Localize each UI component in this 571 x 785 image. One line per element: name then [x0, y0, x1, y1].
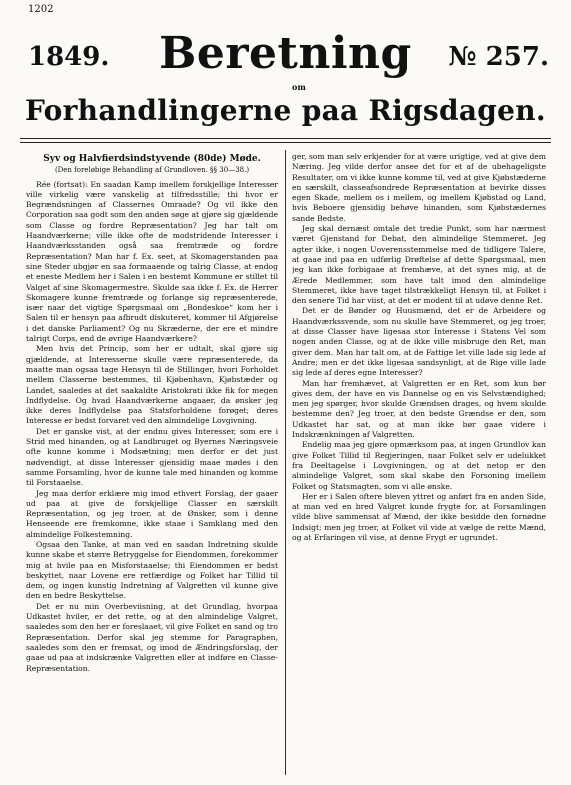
right-paragraph: Det er de Bønder og Huusmænd, det er de Arbeidere og Haandværkssvende, som nu skulle have Stemmeret, og jeg troer, at disse Classer have ligesaa stor Interesse i Statens Vel som nogen anden Classe, og at de ikke ville misbruge den Ret, man giver dem. Man har talt om, at de Fattige let ville lade sig lede af Andre; men er det ikke ligesaa sandsynligt, at de Rige ville lade sig lede af deres egne Interesser?	[292, 306, 546, 378]
left-column	[26, 152, 278, 772]
masthead-title: Beretning	[159, 28, 412, 79]
right-paragraph: Man har fremhævet, at Valgretten er en Ret, som kun bør gives dem, der have en vis Dannelse og en vis Selvstændighed; men jeg spørger, hvor skulde Grændsen drages, og hvem skulde bestemme den? Jeg troer, at den bedste Grændse er den, som Udkastet har sat, og at man ikke bør gaae videre i Indskrænkningen af Valgretten.	[292, 378, 546, 440]
page-number: 1202	[28, 4, 54, 15]
masthead-subtitle: Forhandlingerne paa Rigsdagen.	[25, 94, 546, 127]
masthead-rule-top	[20, 138, 551, 139]
right-column	[292, 152, 546, 772]
right-paragraph: Endelig maa jeg gjøre opmærksom paa, at ingen Grundlov kan give Folket Tillid til Regjeringen, naar Folket selv er udelukket fra Deeltagelse i Lovgivningen, og at det netop er den almindelige Valgret, som skal skabe den Forsoning imellem Folket og Statsmagten, som vi alle ønske.	[292, 440, 546, 491]
right-paragraph: ger, som man selv erkjender for at være urigtige, ved at give dem Næring. Jeg vilde derfor ansee det for et af de ubehageligste Resultater, om vi ikke kunne komme til, ved at give Kjøbstæderne en særskilt, classeafsondrede Repræsentation at bevirke disses egen Skade, mellem os i mellem, og imellem Kjøbstad og Land, hvis Beboere gjensidig behøve hinanden, som Kjøbstædernes sande Bedste.	[292, 152, 546, 223]
masthead-issue-number: № 257.	[448, 42, 549, 72]
left-paragraph: Men hvis det Princip, som her er udtalt, skal gjøre sig gjældende, at Interesserne skulle være repræsenterede, da maatte man ogsaa tage Hensyn til de Stillinger, hvori Forholdet mellem Classerne bestemmes, til Kjøbenhavn, Kjøbstæder og Landet, saaledes at det saakaldte Aristokrati ikke fik for megen Indflydelse. Og hvad Haandværkerne angaaer, da ønsker jeg ikke deres Indflydelse paa Statsforholdene forøget; deres Interesse er bedst forvaret ved den almindelige Lovgivning.	[26, 344, 278, 426]
left-paragraph: Ogsaa den Tanke, at man ved en saadan Indretning skulde kunne skabe et større Betryggelse for Eiendommen, forekommer mig at hvile paa en Misforstaaelse; thi Eiendommen er bedst beskyttet, naar Lovene ere retfærdige og Folket har Tillid til dem, og ingen kunstig Indretning af Valgretten vil kunne give den en bedre Beskyttelse.	[26, 539, 278, 601]
left-paragraph: Rée (fortsat): En saadan Kamp imellem forskjellige Interesser ville virkelig være vanskelig at tilfredsstille; thi hvor er Begrændsningen af Classernes Omraade? Og vil ikke den Corporation saa godt som den anden søge at gjøre sig gjældende som Classe og fordre Repræsentation? Jeg har talt om Haandværkerne; ville ikke ofte de modstridende Interesser i Haandværksstanden også saa fremtræde og fordre Repræsentation? Man har f. Ex. seet, at Skomagerstanden paa sine Steder ubgjør en saa formaaende og talrig Classe, at endog et eneste Medlem her i Salen i en bestemt Kommune er stillet til Valget af sine Skomagermestre. Skulde saa ikke f. Ex. de Herrer Skomagere kunne fremtræde og forlange sig repræsenterede, især naar det vigtige Spørgsmaal om „Bondeskoe“ kom her i Salen til er hensyn paa afbrudt diskuteret, kommer til Afgjørelse i det danske Parliament? Og nu Skræderne, der ere et mindre talrigt Corps, end de øvrige Haandværkere?	[26, 179, 278, 344]
right-paragraph: Her er i Salen oftere bleven yttret og anført fra en anden Side, at man ved en bred Valgret kunde frygte for, at Forsamlingen vilde blive sammensat af Mænd, der ikke besidde den fornødne Indsigt; men jeg troer, at Folket vil vide at vælge de rette Mænd, og at Erfaringen vil vise, at denne Frygt er ugrundet.	[292, 491, 546, 542]
right-paragraph: Jeg skal dernæst omtale det tredie Punkt, som har nærmest været Gjenstand for Debat, den almindelige Stemmeret. Jeg agter ikke, i nogen Uoverensstemmelse med de tidligere Talere, at gaae ind paa en udførlig Drøftelse af dette Spørgsmaal, men jeg kan ikke forbigaae at fremhæve, at det synes mig, at de Ærede Medlemmer, som have talt imod den almindelige Stemmeret, ikke have taget tilstrækkeligt Hensyn til, at Folket i den senere Tid har viist, at det er modent til at udøve denne Ret.	[292, 224, 546, 306]
masthead-connector: om	[292, 82, 306, 92]
masthead-rule-bottom	[20, 142, 551, 143]
masthead-year: 1849.	[28, 42, 110, 72]
section-heading: Syv og Halvfierdsindstyvende (80de) Møde.	[43, 154, 261, 164]
left-paragraph: Det er nu min Overbeviisning, at det Grundlag, hvorpaa Udkastet hviler, er det rette, og at den almindelige Valgret, saaledes som den her er foreslaaet, vil give Folket en sand og tro Repræsentation. Derfor skal jeg stemme for Paragraphen, saaledes som den er fremsat, og imod de Ændringsforslag, der gaae ud paa at indskrænke Valgretten eller at indføre en Classe-Repræsentation.	[26, 601, 278, 673]
section-subheading: (Den foreløbige Behandling af Grundloven. §§ 30—38.)	[54, 166, 250, 175]
column-divider	[285, 150, 286, 775]
left-paragraph: Det er ganske vist, at der endnu gives Interesser, som ere i Strid med hinanden, og at Landbruget og Byernes Næringsveie ofte kunne komme i Modsætning; men derfor er det just nødvendigt, at disse Interesser gjensidig maae mødes i den samme Forsamling, hvor de kunne tale med hinanden og komme til Forstaaelse.	[26, 426, 278, 488]
left-paragraph: Jeg maa derfor erklære mig imod ethvert Forslag, der gaaer ud paa at give de forskjellige Classer en særskilt Repræsentation, og jeg troer, at de Ønsker, som i denne Henseende ere fremkomne, ikke staae i Samklang med den almindelige Folkestemning.	[26, 488, 278, 539]
